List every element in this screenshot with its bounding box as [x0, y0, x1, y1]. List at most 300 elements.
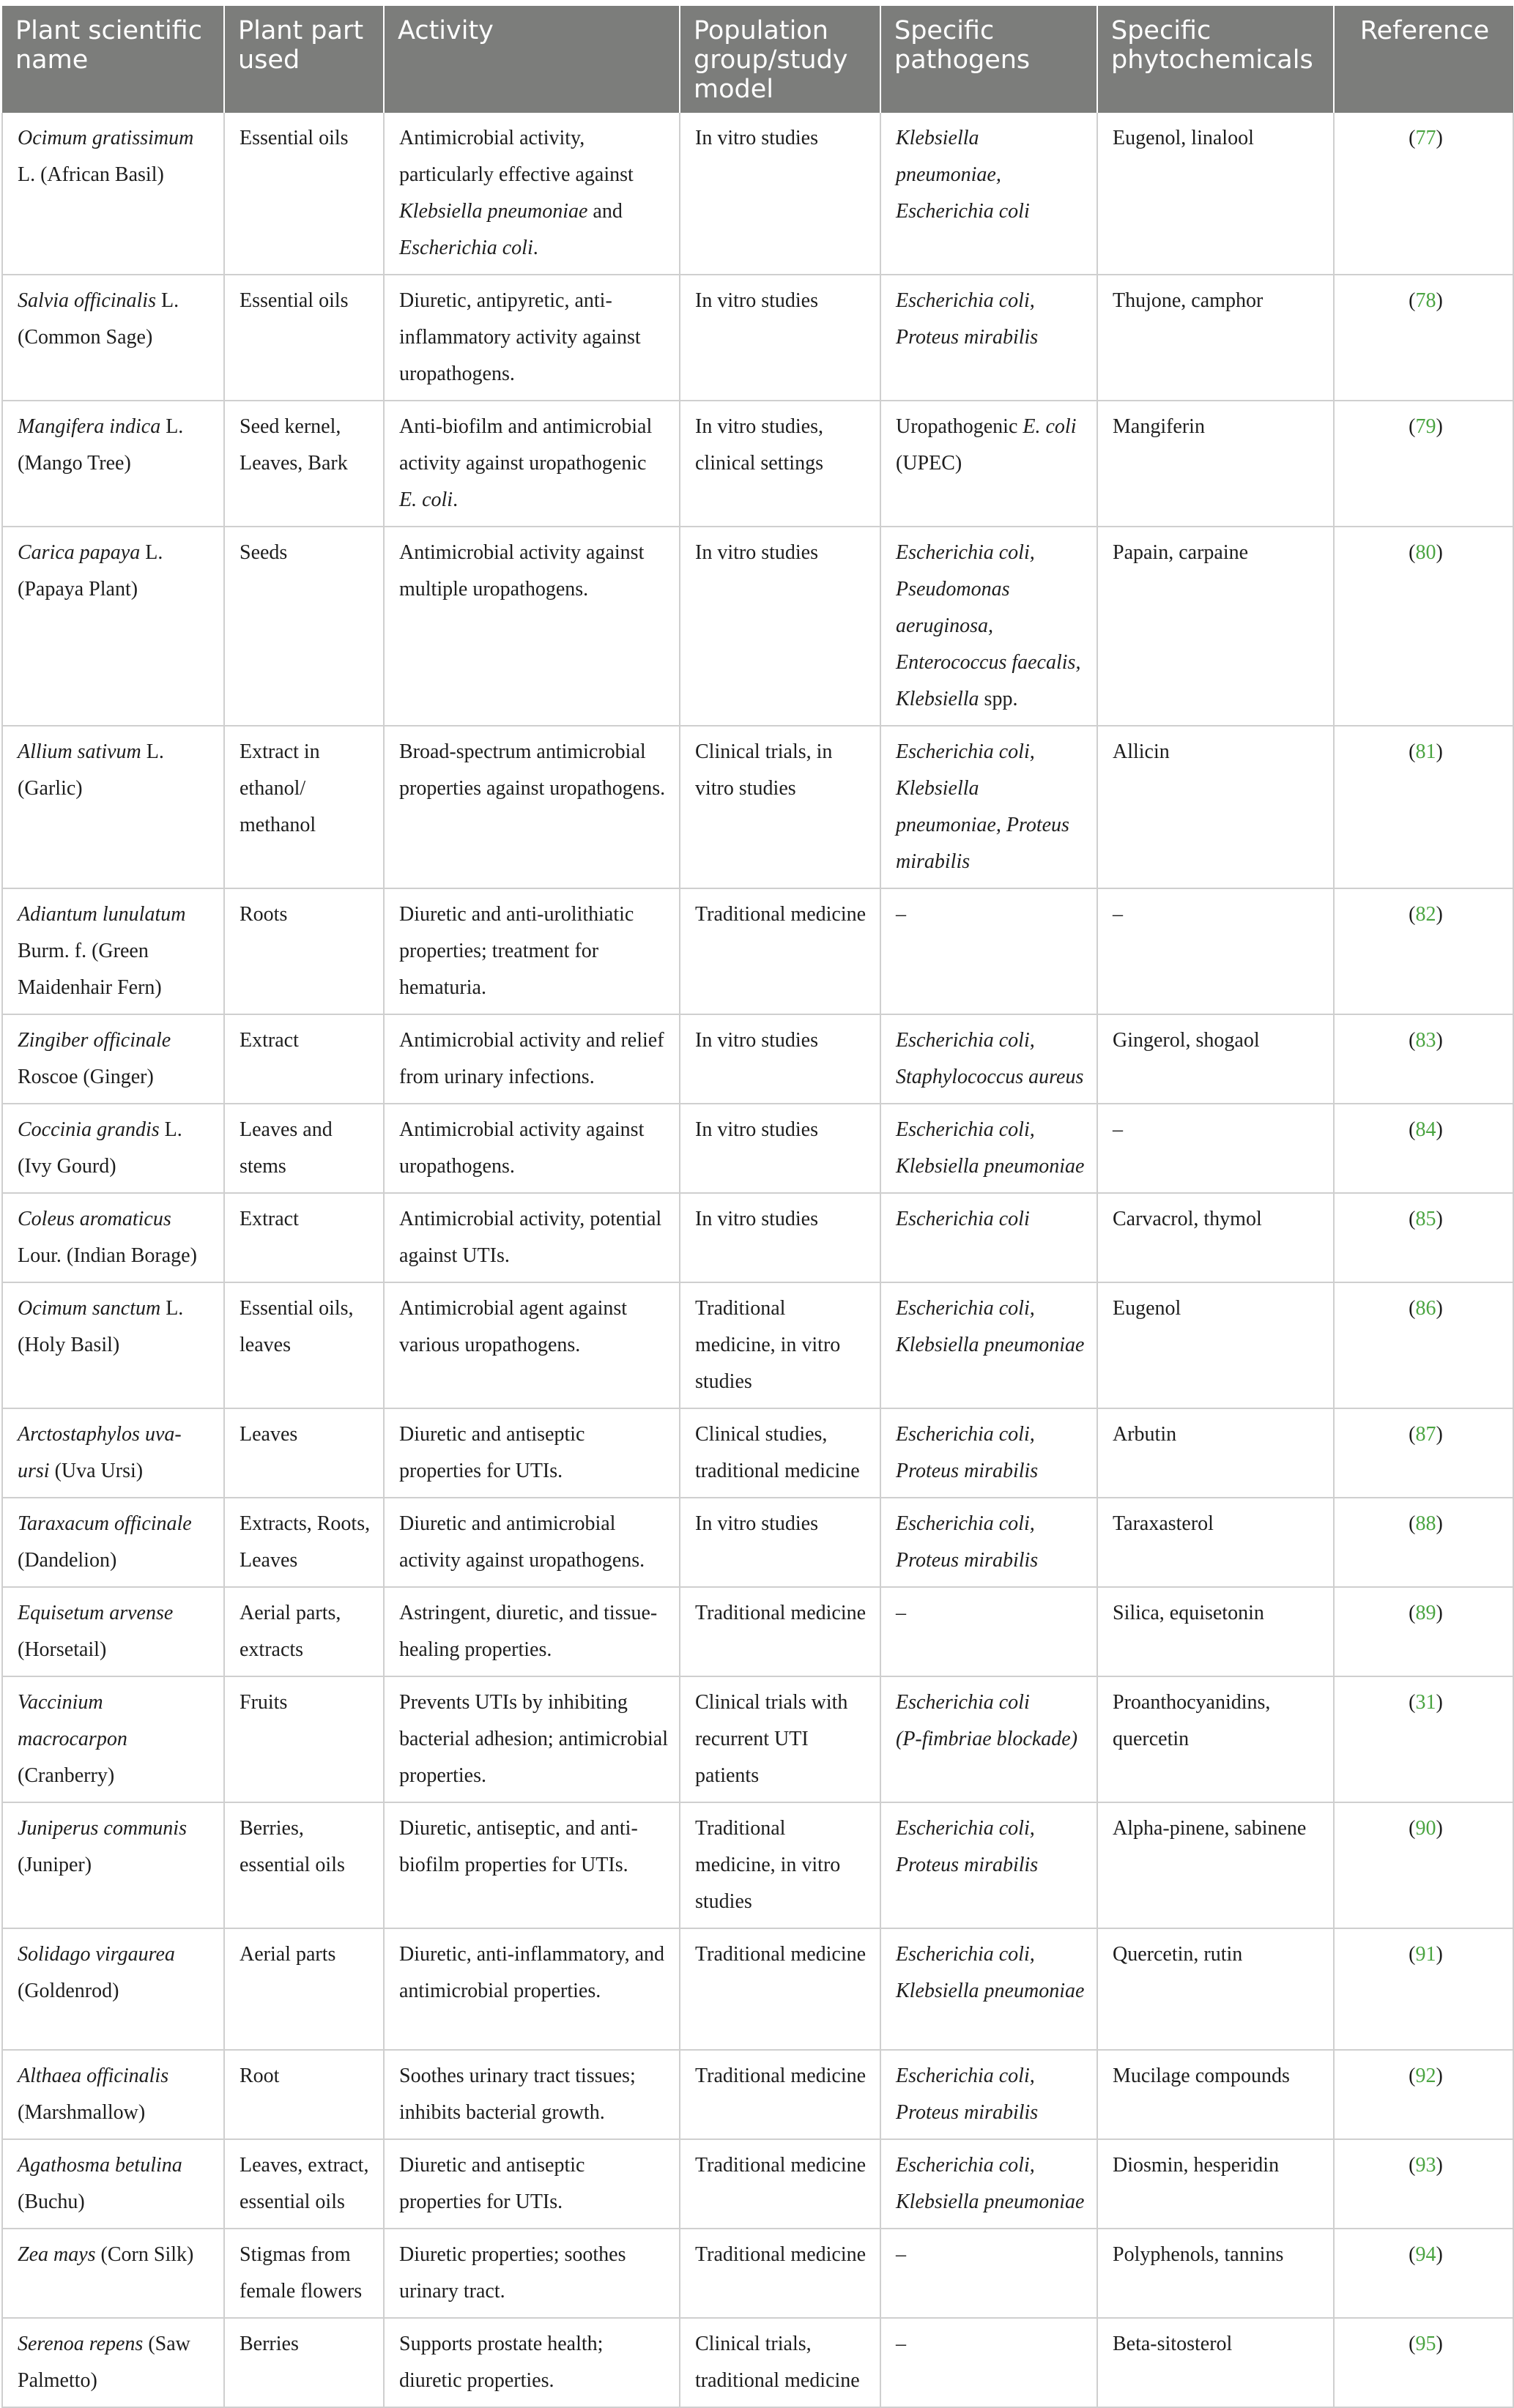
cell-population: Traditional medicine, in vitro studies	[680, 1802, 880, 1928]
header-population: Population group/study model	[680, 6, 880, 113]
pathogen-names: Escherichia coli, Klebsiella pneumoniae	[896, 2154, 1085, 2213]
cell-activity	[384, 1587, 680, 1676]
cell-plant-name	[2, 1928, 224, 2050]
cell-population: Traditional medicine	[680, 2139, 880, 2229]
plant-common-name: Burm. f. (Green Maidenhair Fern)	[18, 940, 162, 999]
cell-population: In vitro studies	[680, 1104, 880, 1193]
cell-pathogens	[880, 726, 1097, 888]
pathogen-none: –	[896, 1602, 906, 1624]
cell-phytochemicals: Silica, equisetonin	[1097, 1587, 1334, 1676]
cell-population: Traditional medicine	[680, 2050, 880, 2139]
activity-text: .	[453, 488, 459, 511]
pathogen-names: Escherichia coli, Klebsiella pneumoniae	[896, 1297, 1085, 1356]
reference-paren-close: )	[1436, 1423, 1443, 1446]
plant-common-name: (Corn Silk)	[95, 2243, 194, 2266]
activity-text: Antimicrobial activity against uropathogens.	[399, 1118, 645, 1178]
plant-common-name: (Buchu)	[18, 2190, 85, 2213]
cell-activity	[384, 1676, 680, 1802]
reference-link[interactable]: 82	[1415, 903, 1436, 926]
cell-plant-part: Seed kernel, Leaves, Bark	[224, 401, 384, 527]
cell-plant-part: Berries	[224, 2318, 384, 2407]
table-row	[2, 2229, 1513, 2318]
cell-population: In vitro studies	[680, 1498, 880, 1587]
table-row	[2, 1014, 1513, 1104]
cell-activity	[384, 275, 680, 401]
cell-activity	[384, 113, 680, 275]
table-row	[2, 527, 1513, 726]
cell-reference	[1334, 1676, 1513, 1802]
cell-reference	[1334, 1928, 1513, 2050]
cell-pathogens	[880, 527, 1097, 726]
reference-paren-close: )	[1436, 1208, 1443, 1230]
activity-text: Broad-spectrum antimicrobial properties against uropathogens.	[399, 740, 666, 800]
cell-pathogens	[880, 1193, 1097, 1282]
reference-link[interactable]: 88	[1415, 1512, 1436, 1535]
activity-text: Antimicrobial activity against multiple uropathogens.	[399, 541, 645, 601]
header-activity: Activity	[384, 6, 680, 113]
cell-reference	[1334, 1408, 1513, 1498]
plant-scientific-name: Juniperus communis	[18, 1817, 187, 1840]
cell-plant-name	[2, 401, 224, 527]
plant-scientific-name: Ocimum sanctum	[18, 1297, 161, 1320]
cell-activity	[384, 1802, 680, 1928]
cell-plant-name	[2, 2050, 224, 2139]
plant-scientific-name: Vaccinium macrocarpon	[18, 1691, 127, 1750]
pathogen-names: Escherichia coli, Proteus mirabilis	[896, 1423, 1039, 1482]
header-reference: Reference	[1334, 6, 1513, 113]
reference-link[interactable]: 79	[1415, 415, 1436, 438]
header-phytochemicals: Specific phytochemicals	[1097, 6, 1334, 113]
table-row	[2, 275, 1513, 401]
reference-link[interactable]: 86	[1415, 1297, 1436, 1320]
plant-common-name: (Uva Ursi)	[49, 1460, 144, 1482]
table-header	[2, 6, 1513, 113]
pathogen-names: Escherichia coli, Staphylococcus aureus	[896, 1029, 1084, 1088]
reference-paren-open: (	[1409, 1208, 1416, 1230]
pathogen-names: Escherichia coli	[896, 1208, 1030, 1230]
cell-pathogens	[880, 1408, 1097, 1498]
cell-reference	[1334, 2318, 1513, 2407]
plant-common-name: L. (Garlic)	[18, 740, 164, 800]
pathogen-names: Escherichia coli, Klebsiella pneumoniae	[896, 1118, 1085, 1178]
cell-phytochemicals: Thujone, camphor	[1097, 275, 1334, 401]
activity-text: Antimicrobial agent against various uropathogens.	[399, 1297, 628, 1356]
plant-scientific-name: Zea mays	[18, 2243, 96, 2266]
table-row	[2, 1498, 1513, 1587]
cell-plant-name	[2, 1498, 224, 1587]
pathogen-names: Escherichia coli, Proteus mirabilis	[896, 2065, 1039, 2124]
reference-link[interactable]: 77	[1415, 127, 1436, 149]
cell-population: Traditional medicine	[680, 888, 880, 1014]
plant-scientific-name: Salvia officinalis	[18, 289, 156, 312]
cell-plant-part: Seeds	[224, 527, 384, 726]
cell-plant-part: Berries, essential oils	[224, 1802, 384, 1928]
pathogen-names: Klebsiella pneumoniae, Escherichia coli	[896, 127, 1030, 223]
pathogen-none: –	[896, 2243, 906, 2266]
cell-phytochemicals: Arbutin	[1097, 1408, 1334, 1498]
pathogen-none: –	[896, 903, 906, 926]
cell-plant-part: Roots	[224, 888, 384, 1014]
cell-plant-name	[2, 1408, 224, 1498]
cell-phytochemicals: Diosmin, hesperidin	[1097, 2139, 1334, 2229]
cell-population: Clinical trials, traditional medicine	[680, 2318, 880, 2407]
cell-phytochemicals: Polyphenols, tannins	[1097, 2229, 1334, 2318]
reference-link[interactable]: 92	[1415, 2065, 1436, 2087]
cell-activity	[384, 527, 680, 726]
pathogen-names: Escherichia coli, Klebsiella pneumoniae, Proteus mirabilis	[896, 740, 1069, 873]
cell-plant-name	[2, 1676, 224, 1802]
cell-population: In vitro studies	[680, 113, 880, 275]
cell-pathogens	[880, 888, 1097, 1014]
cell-pathogens	[880, 1014, 1097, 1104]
reference-paren-open: (	[1409, 1602, 1416, 1624]
cell-plant-part: Extracts, Roots, Leaves	[224, 1498, 384, 1587]
plant-common-name: L. (Common Sage)	[18, 289, 179, 349]
cell-reference	[1334, 1104, 1513, 1193]
plant-common-name: (Saw Palmetto)	[18, 2333, 190, 2392]
cell-activity	[384, 1282, 680, 1408]
cell-phytochemicals: Beta-sitosterol	[1097, 2318, 1334, 2407]
reference-paren-close: )	[1436, 2243, 1443, 2266]
cell-pathogens	[880, 401, 1097, 527]
pathogen-names: Escherichia coli, Proteus mirabilis	[896, 1817, 1039, 1876]
cell-plant-name	[2, 888, 224, 1014]
cell-phytochemicals: Quercetin, rutin	[1097, 1928, 1334, 2050]
cell-population: Clinical trials, in vitro studies	[680, 726, 880, 888]
cell-plant-part: Aerial parts, extracts	[224, 1587, 384, 1676]
cell-phytochemicals: Papain, carpaine	[1097, 527, 1334, 726]
cell-plant-name	[2, 275, 224, 401]
plant-common-name: Roscoe (Ginger)	[18, 1066, 154, 1088]
cell-population: In vitro studies	[680, 1014, 880, 1104]
reference-paren-open: (	[1409, 2333, 1416, 2355]
cell-plant-name	[2, 1282, 224, 1408]
cell-pathogens	[880, 1587, 1097, 1676]
reference-paren-open: (	[1409, 903, 1416, 926]
cell-plant-name	[2, 2229, 224, 2318]
cell-population: Traditional medicine	[680, 2229, 880, 2318]
reference-link[interactable]: 91	[1415, 1943, 1436, 1966]
cell-reference	[1334, 1802, 1513, 1928]
plant-scientific-name: Adiantum lunulatum	[18, 903, 186, 926]
cell-reference	[1334, 1014, 1513, 1104]
plant-table	[1, 6, 1514, 2408]
reference-link[interactable]: 31	[1415, 1691, 1436, 1714]
pathogen-names: Escherichia coli	[896, 1691, 1030, 1714]
plant-scientific-name: Mangifera indica	[18, 415, 161, 438]
cell-activity	[384, 401, 680, 527]
activity-text: and	[587, 200, 623, 223]
cell-pathogens	[880, 113, 1097, 275]
plant-scientific-name: Solidago virgaurea	[18, 1943, 175, 1966]
reference-paren-open: (	[1409, 415, 1416, 438]
cell-phytochemicals: Mucilage compounds	[1097, 2050, 1334, 2139]
cell-plant-name	[2, 1802, 224, 1928]
activity-text: Diuretic, antipyretic, anti-inflammatory activity against uropathogens.	[399, 289, 641, 385]
cell-plant-name	[2, 2139, 224, 2229]
activity-text: Soothes urinary tract tissues; inhibits bacterial growth.	[399, 2065, 636, 2124]
cell-plant-part: Fruits	[224, 1676, 384, 1802]
cell-plant-part: Extract	[224, 1014, 384, 1104]
pathogen-names: E. coli	[1023, 415, 1077, 438]
reference-link[interactable]: 84	[1415, 1118, 1436, 1141]
activity-text: Diuretic and antiseptic properties for UTIs.	[399, 1423, 585, 1482]
cell-pathogens	[880, 1282, 1097, 1408]
cell-activity	[384, 1104, 680, 1193]
reference-paren-open: (	[1409, 1029, 1416, 1052]
reference-paren-open: (	[1409, 2154, 1416, 2177]
header-pathogens: Specific pathogens	[880, 6, 1097, 113]
reference-paren-close: )	[1436, 1943, 1443, 1966]
reference-paren-close: )	[1436, 415, 1443, 438]
cell-phytochemicals: Eugenol, linalool	[1097, 113, 1334, 275]
table-row	[2, 1408, 1513, 1498]
reference-link[interactable]: 85	[1415, 1208, 1436, 1230]
activity-text: Diuretic and antiseptic properties for UTIs.	[399, 2154, 585, 2213]
plant-common-name: (Marshmallow)	[18, 2101, 146, 2124]
reference-paren-open: (	[1409, 541, 1416, 564]
cell-plant-name	[2, 1193, 224, 1282]
cell-activity	[384, 1408, 680, 1498]
cell-reference	[1334, 113, 1513, 275]
reference-paren-close: )	[1436, 1602, 1443, 1624]
cell-reference	[1334, 527, 1513, 726]
activity-text: Anti-biofilm and antimicrobial activity against uropathogenic	[399, 415, 653, 475]
table-row	[2, 1282, 1513, 1408]
cell-plant-part: Aerial parts	[224, 1928, 384, 2050]
cell-pathogens	[880, 1104, 1097, 1193]
cell-phytochemicals: Allicin	[1097, 726, 1334, 888]
plant-scientific-name: Zingiber officinale	[18, 1029, 171, 1052]
cell-pathogens	[880, 1498, 1097, 1587]
plant-common-name: (Dandelion)	[18, 1549, 117, 1572]
activity-text: Antimicrobial activity, potential against UTIs.	[399, 1208, 662, 1267]
reference-link[interactable]: 93	[1415, 2154, 1436, 2177]
cell-phytochemicals: Eugenol	[1097, 1282, 1334, 1408]
plant-scientific-name: Agathosma betulina	[18, 2154, 182, 2177]
plant-common-name: L. (Papaya Plant)	[18, 541, 163, 601]
cell-activity	[384, 2050, 680, 2139]
cell-population: In vitro studies	[680, 275, 880, 401]
cell-plant-name	[2, 1014, 224, 1104]
activity-text: Prevents UTIs by inhibiting bacterial adhesion; antimicrobial properties.	[399, 1691, 668, 1787]
cell-plant-part: Stigmas from female flowers	[224, 2229, 384, 2318]
cell-pathogens	[880, 275, 1097, 401]
cell-plant-part: Leaves	[224, 1408, 384, 1498]
cell-population: Traditional medicine, in vitro studies	[680, 1282, 880, 1408]
reference-link[interactable]: 81	[1415, 740, 1436, 763]
reference-paren-close: )	[1436, 740, 1443, 763]
table-row	[2, 726, 1513, 888]
reference-paren-open: (	[1409, 1118, 1416, 1141]
reference-paren-close: )	[1436, 1297, 1443, 1320]
cell-phytochemicals: Taraxasterol	[1097, 1498, 1334, 1587]
pathogen-names: Escherichia coli, Proteus mirabilis	[896, 289, 1039, 349]
cell-reference	[1334, 2139, 1513, 2229]
cell-pathogens	[880, 1802, 1097, 1928]
plant-scientific-name: Ocimum gratissimum	[18, 127, 194, 149]
cell-activity	[384, 2139, 680, 2229]
reference-link[interactable]: 89	[1415, 1602, 1436, 1624]
pathogen-suffix: spp.	[979, 688, 1018, 710]
cell-plant-part: Leaves, extract, essential oils	[224, 2139, 384, 2229]
cell-reference	[1334, 1587, 1513, 1676]
plant-common-name: (Cranberry)	[18, 1764, 115, 1787]
plant-common-name: (Goldenrod)	[18, 1980, 119, 2002]
cell-reference	[1334, 401, 1513, 527]
reference-paren-open: (	[1409, 1512, 1416, 1535]
cell-phytochemicals: Carvacrol, thymol	[1097, 1193, 1334, 1282]
reference-paren-open: (	[1409, 2065, 1416, 2087]
pathogen-none: –	[896, 2333, 906, 2355]
activity-text: Antimicrobial activity and relief from urinary infections.	[399, 1029, 664, 1088]
reference-paren-close: )	[1436, 1029, 1443, 1052]
cell-plant-name	[2, 113, 224, 275]
activity-text: Diuretic, anti-inflammatory, and antimicrobial properties.	[399, 1943, 665, 2002]
cell-population: Traditional medicine	[680, 1587, 880, 1676]
plant-scientific-name: Equisetum arvense	[18, 1602, 174, 1624]
table-row	[2, 401, 1513, 527]
plant-scientific-name: Arctostaphylos uva-ursi	[18, 1423, 182, 1482]
activity-text: Astringent, diuretic, and tissue-healing properties.	[399, 1602, 658, 1661]
cell-reference	[1334, 2229, 1513, 2318]
table-row	[2, 1802, 1513, 1928]
cell-plant-part: Essential oils, leaves	[224, 1282, 384, 1408]
cell-plant-part: Essential oils	[224, 113, 384, 275]
cell-pathogens	[880, 2139, 1097, 2229]
cell-phytochemicals: Gingerol, shogaol	[1097, 1014, 1334, 1104]
table-row	[2, 1104, 1513, 1193]
cell-activity	[384, 888, 680, 1014]
plant-scientific-name: Serenoa repens	[18, 2333, 144, 2355]
cell-activity	[384, 1014, 680, 1104]
reference-link[interactable]: 95	[1415, 2333, 1436, 2355]
activity-text: Diuretic, antiseptic, and anti-biofilm properties for UTIs.	[399, 1817, 638, 1876]
plant-common-name: (Juniper)	[18, 1854, 92, 1876]
reference-paren-open: (	[1409, 1297, 1416, 1320]
activity-text: Klebsiella pneumoniae	[399, 200, 588, 223]
plant-scientific-name: Althaea officinalis	[18, 2065, 169, 2087]
cell-reference	[1334, 1193, 1513, 1282]
activity-text: Antimicrobial activity, particularly effective against	[399, 127, 634, 186]
reference-paren-close: )	[1436, 2333, 1443, 2355]
cell-plant-part: Leaves and stems	[224, 1104, 384, 1193]
reference-paren-close: )	[1436, 903, 1443, 926]
plant-common-name: L. (Ivy Gourd)	[18, 1118, 182, 1178]
cell-activity	[384, 1928, 680, 2050]
activity-text: Supports prostate health; diuretic properties.	[399, 2333, 604, 2392]
plant-common-name: (Horsetail)	[18, 1638, 107, 1661]
cell-activity	[384, 1193, 680, 1282]
reference-paren-close: )	[1436, 2065, 1443, 2087]
table-row	[2, 2050, 1513, 2139]
cell-phytochemicals: Mangiferin	[1097, 401, 1334, 527]
table-row	[2, 888, 1513, 1014]
reference-link[interactable]: 87	[1415, 1423, 1436, 1446]
cell-pathogens	[880, 1676, 1097, 1802]
cell-activity	[384, 1498, 680, 1587]
pathogen-names: Escherichia coli, Pseudomonas aeruginosa, Enterococcus faecalis, Klebsiella	[896, 541, 1081, 710]
activity-text: Diuretic properties; soothes urinary tract.	[399, 2243, 626, 2303]
cell-plant-part: Root	[224, 2050, 384, 2139]
cell-reference	[1334, 888, 1513, 1014]
reference-paren-close: )	[1436, 1118, 1443, 1141]
cell-activity	[384, 2229, 680, 2318]
activity-text: Diuretic and anti-urolithiatic properties; treatment for hematuria.	[399, 903, 634, 999]
cell-phytochemicals: Proanthocyanidins, quercetin	[1097, 1676, 1334, 1802]
plant-scientific-name: Taraxacum officinale	[18, 1512, 192, 1535]
plant-scientific-name: Carica papaya	[18, 541, 141, 564]
table-body	[2, 113, 1513, 2407]
cell-population: In vitro studies	[680, 527, 880, 726]
cell-phytochemicals: –	[1097, 1104, 1334, 1193]
cell-pathogens	[880, 1928, 1097, 2050]
cell-plant-part: Extract	[224, 1193, 384, 1282]
table-row	[2, 113, 1513, 275]
cell-reference	[1334, 726, 1513, 888]
cell-plant-name	[2, 527, 224, 726]
reference-paren-close: )	[1436, 1817, 1443, 1840]
reference-paren-open: (	[1409, 1691, 1416, 1714]
reference-link[interactable]: 90	[1415, 1817, 1436, 1840]
cell-reference	[1334, 2050, 1513, 2139]
plant-common-name: Lour. (Indian Borage)	[18, 1244, 197, 1267]
table-row	[2, 1928, 1513, 2050]
cell-reference	[1334, 1498, 1513, 1587]
header-row	[2, 6, 1513, 113]
cell-population: Clinical studies, traditional medicine	[680, 1408, 880, 1498]
cell-pathogens	[880, 2229, 1097, 2318]
reference-paren-open: (	[1409, 1943, 1416, 1966]
reference-paren-close: )	[1436, 2154, 1443, 2177]
table-row	[2, 1587, 1513, 1676]
reference-paren-close: )	[1436, 289, 1443, 312]
activity-text: E. coli	[399, 488, 453, 511]
activity-text: .	[533, 237, 538, 259]
reference-link[interactable]: 94	[1415, 2243, 1436, 2266]
reference-paren-open: (	[1409, 289, 1416, 312]
pathogen-prefix: Uropathogenic	[896, 415, 1023, 438]
plant-scientific-name: Coccinia grandis	[18, 1118, 160, 1141]
cell-reference	[1334, 1282, 1513, 1408]
cell-phytochemicals: Alpha-pinene, sabinene	[1097, 1802, 1334, 1928]
cell-plant-name	[2, 1104, 224, 1193]
reference-link[interactable]: 78	[1415, 289, 1436, 312]
cell-pathogens	[880, 2318, 1097, 2407]
cell-activity	[384, 2318, 680, 2407]
reference-link[interactable]: 80	[1415, 541, 1436, 564]
cell-population: In vitro studies, clinical settings	[680, 401, 880, 527]
reference-paren-close: )	[1436, 541, 1443, 564]
plant-common-name: L. (Mango Tree)	[18, 415, 184, 475]
reference-paren-close: )	[1436, 1512, 1443, 1535]
cell-plant-name	[2, 726, 224, 888]
reference-paren-open: (	[1409, 127, 1416, 149]
cell-plant-part: Essential oils	[224, 275, 384, 401]
reference-paren-close: )	[1436, 127, 1443, 149]
cell-plant-name	[2, 2318, 224, 2407]
cell-phytochemicals: –	[1097, 888, 1334, 1014]
cell-reference	[1334, 275, 1513, 401]
pathogen-names: Escherichia coli, Klebsiella pneumoniae	[896, 1943, 1085, 2002]
cell-plant-name	[2, 1587, 224, 1676]
header-plant-part: Plant part used	[224, 6, 384, 113]
reference-paren-open: (	[1409, 740, 1416, 763]
header-plant-name: Plant scientific name	[2, 6, 224, 113]
pathogen-note: (P-fimbriae blockade)	[896, 1728, 1078, 1750]
reference-link[interactable]: 83	[1415, 1029, 1436, 1052]
table-row	[2, 1193, 1513, 1282]
